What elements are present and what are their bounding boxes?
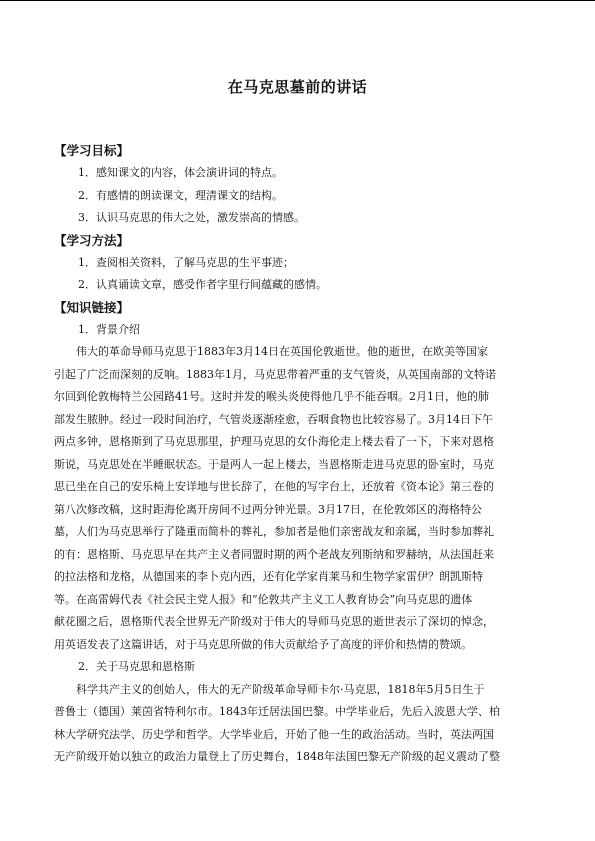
subheading-marx-engels: 2．关于马克思和恩格斯 (78, 660, 195, 673)
paragraph-line: 用英语发表了这篇讲话，对于马克思所做的伟大贡献给予了高度的评价和热情的赞颂。 (54, 637, 472, 651)
section-heading-learning-methods: 【学习方法】 (54, 232, 130, 248)
top-border-line (0, 0, 595, 1)
paragraph-line: 两点多钟，恩格斯到了马克思那里，护理马克思的女仆海伦走上楼去看了一下，下来对恩格 (54, 435, 494, 448)
paragraph-line: 献花圈之后，恩格斯代表全世界无产阶级对于伟大的导师马克思的逝世表示了深切的悼念， (54, 615, 494, 628)
paragraph-line: 伟大的革命导师马克思于1883年3月14日在英国伦敦逝世。他的逝世，在欧美等国家 (76, 345, 488, 358)
goal-item-1: 1．感知课文的内容，体会演讲词的特点。 (78, 166, 283, 179)
paragraph-line: 斯说，马克思处在半睡眠状态。于是两人一起上楼去，当恩格斯走进马克思的卧室时，马克 (54, 457, 494, 471)
method-item-1: 1．查阅相关资料，了解马克思的生平事迹； (78, 255, 294, 269)
paragraph-line: 第八次修改稿，这时距海伦离开房间不过两分钟光景。3月17日，在伦敦郊区的海格特公 (54, 502, 482, 516)
paragraph-line: 引起了广泛而深刻的反响。1883年1月，马克思带着严重的支气管炎，从英国南部的文特诺 (54, 367, 496, 381)
paragraph-line: 的有：恩格斯、马克思早在共产主义者同盟时期的两个老战友列斯纳和罗赫纳，从法国赶来 (54, 547, 494, 561)
background-paragraph (54, 341, 544, 656)
paragraph-line: 墓，人们为马克思举行了隆重而简朴的葬礼，参加者是他们亲密战友和亲属，当时参加葬礼 (54, 525, 494, 538)
section-heading-knowledge-links: 【知识链接】 (54, 299, 130, 315)
paragraph-line: 的拉法格和龙格，从德国来的李卜克内西，还有化学家肖莱马和生物学家雷伊？朗凯斯特 (54, 570, 483, 583)
subheading-background: 1．背景介绍 (78, 322, 140, 336)
marx-engels-paragraph (54, 679, 544, 769)
goal-item-2: 2．有感情的朗读课文，理清课文的结构。 (78, 188, 283, 202)
paragraph-line: 普鲁士（德国）莱茵省特利尔市。1843年迁居法国巴黎。中学毕业后，先后入波恩大学、柏 (54, 705, 500, 718)
document-body (54, 140, 544, 769)
paragraph-line: 尔回到伦敦梅特兰公园路41号。这时并发的喉头炎使得他几乎不能吞咽。2月1日，他的肺 (54, 390, 489, 403)
section-heading-learning-goals: 【学习目标】 (54, 143, 130, 158)
paragraph-line: 无产阶级开始以独立的政治力量登上了历史舞台，1848年法国巴黎无产阶级的起义震动了整 (54, 750, 500, 763)
paragraph-line: 等。在高雷姆代表《社会民主党人报》和“伦敦共产主义工人教育协会”向马克思的遗体 (54, 592, 473, 606)
goal-item-3: 3．认识马克思的伟大之处，激发崇高的情感。 (78, 211, 305, 224)
paragraph-line: 思已坐在自己的安乐椅上安详地与世长辞了，在他的写字台上，还放着《资本论》第三卷的 (54, 480, 494, 493)
paragraph-line: 林大学研究法学、历史学和哲学。大学毕业后，开始了他一生的政治活动。当时，英法两国 (54, 727, 494, 741)
method-item-2: 2．认真诵读文章，感受作者字里行间蕴藏的感情。 (78, 278, 327, 291)
paragraph-line: 部发生脓肿。经过一段时间治疗，气管炎逐渐痊愈，吞咽食物也比较容易了。3月14日下午 (54, 412, 493, 426)
paragraph-line: 科学共产主义的创始人，伟大的无产阶级革命导师卡尔·马克思，1818年5月5日生于 (76, 682, 485, 696)
document-title: 在马克思墓前的讲话 (227, 78, 368, 96)
